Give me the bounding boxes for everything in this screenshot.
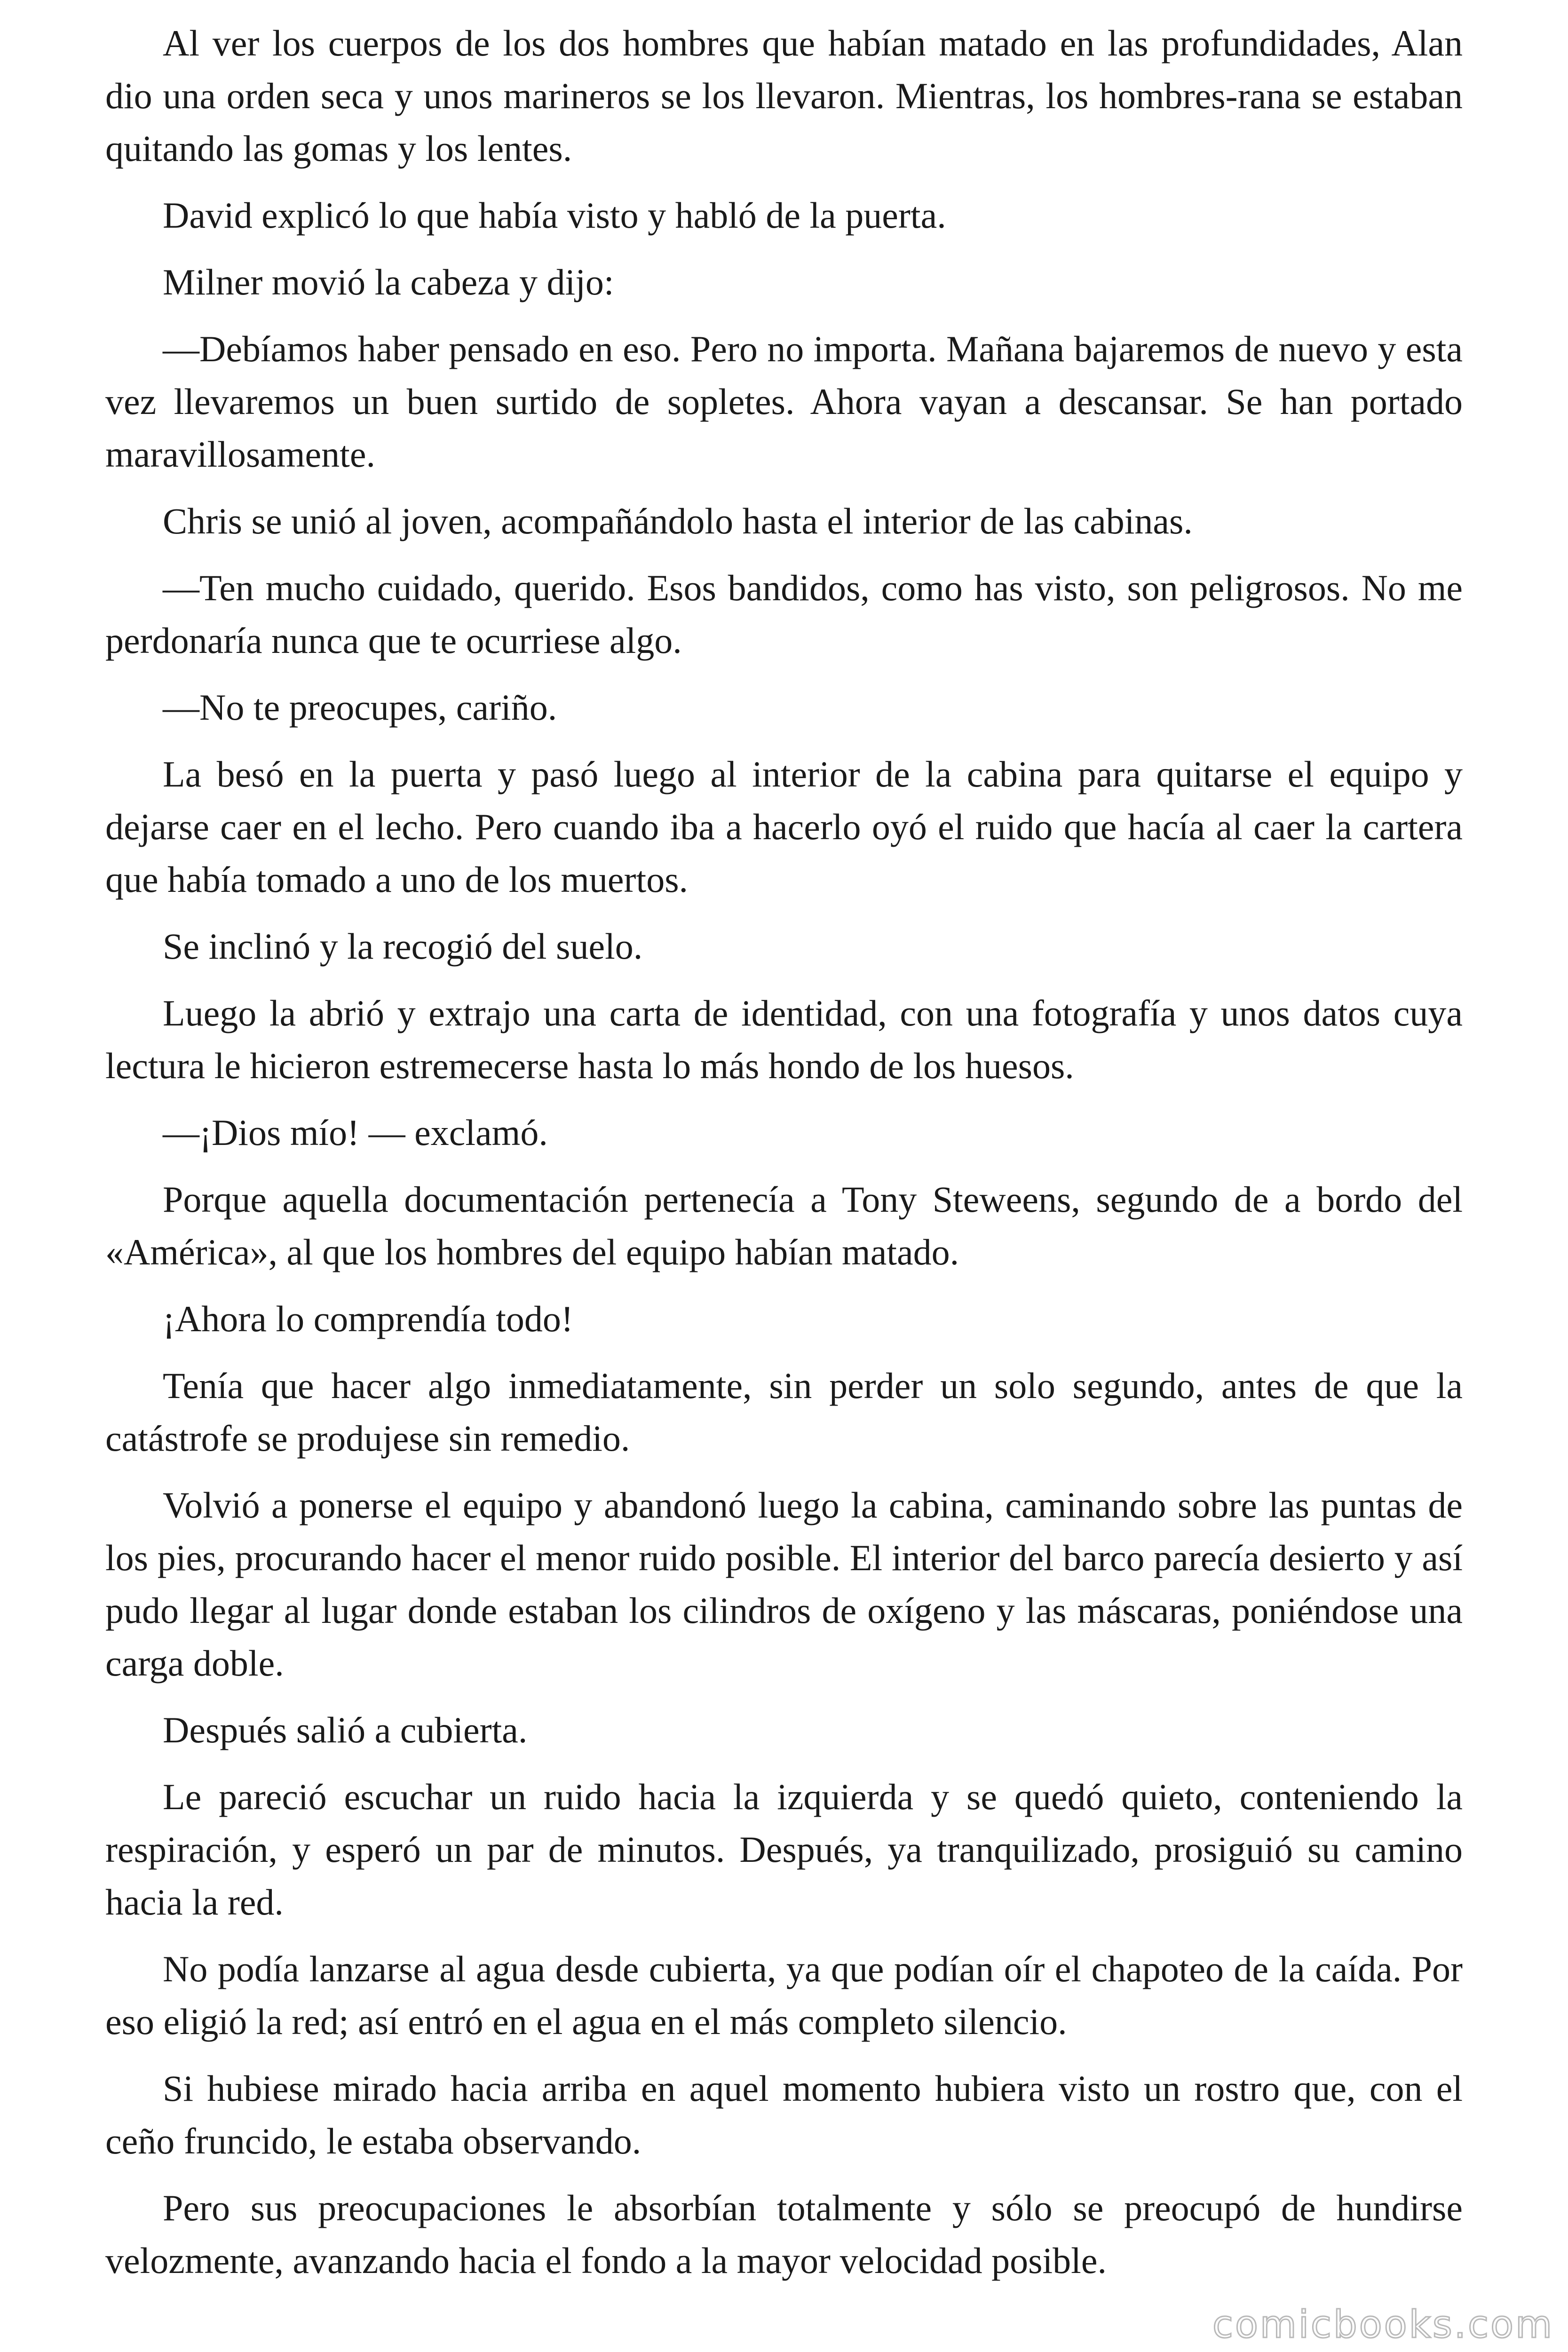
paragraph: Luego la abrió y extrajo una carta de identidad, con una fotografía y unos datos cuya lectura le hicieron estremecerse hasta lo más hondo de los huesos. (105, 993, 1463, 1086)
paragraph: Pero sus preocupaciones le absorbían totalmente y sólo se preocupó de hundirse velozmente, avanzando hacia el fondo a la mayor velocidad posible. (105, 2187, 1463, 2281)
paragraph: Volvió a ponerse el equipo y abandonó luego la cabina, caminando sobre las puntas de los pies, procurando hacer el menor ruido posible. El interior del barco parecía desierto y así pudo llegar al lugar donde estaban los cilindros de oxígeno y las máscaras, poniéndose una carga doble. (105, 1485, 1463, 1684)
paragraph: Al ver los cuerpos de los dos hombres que habían matado en las profundidades, Alan dio una orden seca y unos marineros se los llevaron. Mientras, los hombres-rana se estaban quitando las gomas y los lentes. (105, 23, 1463, 169)
paragraph: Después salió a cubierta. (163, 1709, 528, 1750)
paragraph: —No te preocupes, cariño. (163, 687, 557, 728)
paragraph: Se inclinó y la recogió del suelo. (163, 926, 643, 967)
book-page (105, 17, 1463, 2301)
paragraph: David explicó lo que había visto y habló de la puerta. (163, 195, 946, 236)
paragraph: Tenía que hacer algo inmediatamente, sin perder un solo segundo, antes de que la catástrofe se produjese sin remedio. (105, 1365, 1463, 1459)
paragraph: Le pareció escuchar un ruido hacia la izquierda y se quedó quieto, conteniendo la respiración, y esperó un par de minutos. Después, ya tranquilizado, prosiguió su camino hacia la red. (105, 1776, 1463, 1923)
paragraph: Chris se unió al joven, acompañándolo hasta el interior de las cabinas. (163, 501, 1193, 541)
paragraph: —Ten mucho cuidado, querido. Esos bandidos, como has visto, son peligrosos. No me perdonaría nunca que te ocurriese algo. (105, 567, 1463, 661)
paragraph: —¡Dios mío! — exclamó. (163, 1112, 548, 1153)
paragraph: —Debíamos haber pensado en eso. Pero no importa. Mañana bajaremos de nuevo y esta vez llevaremos un buen surtido de sopletes. Ahora vayan a descansar. Se han portado maravillosamente. (105, 328, 1463, 475)
paragraph: Milner movió la cabeza y dijo: (163, 262, 614, 302)
watermark: comicbooks.com (1212, 2303, 1554, 2346)
paragraph: ¡Ahora lo comprendía todo! (163, 1298, 573, 1339)
paragraph: No podía lanzarse al agua desde cubierta, ya que podían oír el chapoteo de la caída. Por eso eligió la red; así entró en el agua en el más completo silencio. (105, 1948, 1463, 2042)
paragraph: Porque aquella documentación pertenecía a Tony Steweens, segundo de a bordo del «América», al que los hombres del equipo habían matado. (105, 1179, 1463, 1272)
paragraph: Si hubiese mirado hacia arriba en aquel momento hubiera visto un rostro que, con el ceño fruncido, le estaba observando. (105, 2068, 1463, 2161)
paragraph: La besó en la puerta y pasó luego al interior de la cabina para quitarse el equipo y dejarse caer en el lecho. Pero cuando iba a hacerlo oyó el ruido que hacía al caer la cartera que había tomado a uno de los muertos. (105, 754, 1463, 900)
